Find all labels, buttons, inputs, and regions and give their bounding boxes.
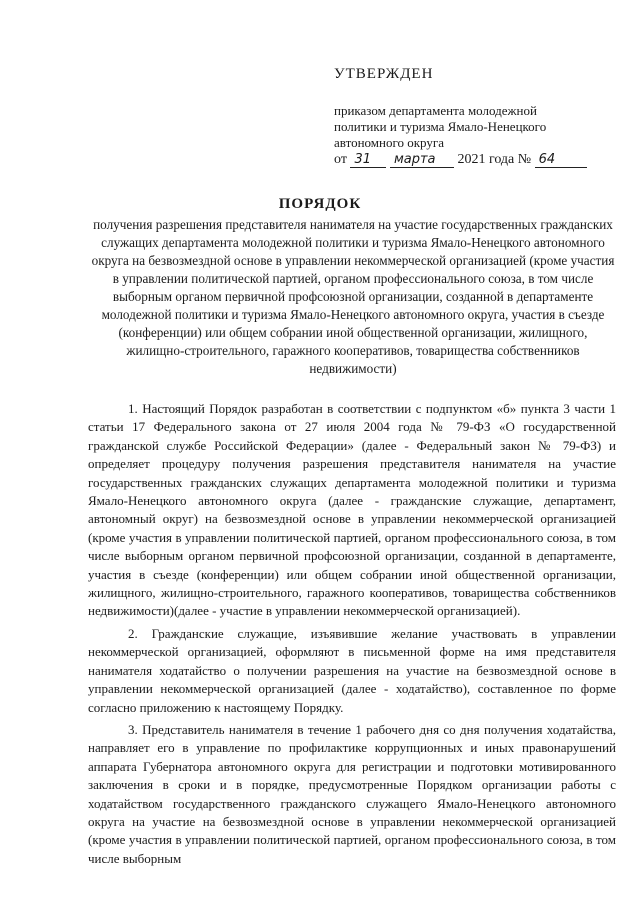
order-date-line xyxy=(334,151,624,168)
approval-line-2: политики и туризма Ямало-Ненецкого xyxy=(334,119,547,134)
approval-line-1: приказом департамента молодежной xyxy=(334,103,537,118)
approval-heading: УТВЕРЖДЕН xyxy=(334,66,434,82)
handwritten-order-number: 64 xyxy=(535,153,587,168)
paragraph-1: 1. Настоящий Порядок разработан в соответствии с подпунктом «б» пункта 3 части 1 статьи 17 Федерального закона от 27 июля 2004 года № 79-ФЗ «О государственной гражданской службе Российской Федерации» (далее - Федеральный закон № 79-ФЗ) и определяет процедуру получения разрешения представителя нанимателя на участие государственных гражданских служащих департамента молодежной политики и туризма Ямало-Ненецкого автономного округа (далее - гражданские служащие, департамент, автономный округ) на безвозмездной основе в управлении некоммерческой организацией (кроме участия в управлении политической партией, органом профессионального союза, в том числе выборным органом первичной профсоюзной организации, созданной в департаменте, участия в съезде (конференции) или общем собрании иной общественной организации, жилищного, жилищно-строительного, гаражного кооперативов, товарищества собственников недвижимости)(далее - участие в управлении некоммерческой организацией). xyxy=(88,401,616,619)
document-body xyxy=(88,400,616,872)
date-prefix: от xyxy=(334,152,347,167)
paragraph-3: 3. Представитель нанимателя в течение 1 рабочего дня со дня получения ходатайства, направляет его в управление по профилактике коррупционных и иных правонарушений аппарата Губернатора автономного округа для регистрации и подготовки мотивированного заключения в сроки и в порядке, предусмотренные Порядком организации работы с ходатайством государственного гражданского служащего Ямало-Ненецкого автономного округа на участие на безвозмездной основе в управлении некоммерческой организацией (кроме участия в управлении политической партией, органом профессионального союза, в том числе выборным xyxy=(88,721,616,866)
document-title: ПОРЯДОК xyxy=(278,196,362,212)
date-year: 2021 года № xyxy=(457,152,532,167)
approval-block xyxy=(334,66,624,168)
handwritten-day: 31 xyxy=(350,153,386,168)
approval-line-3: автономного округа xyxy=(334,135,444,150)
paragraph-2: 2. Гражданские служащие, изъявившие желание участвовать в управлении некоммерческой организацией, оформляют в письменной форме на имя представителя нанимателя ходатайство о получении разрешения на участие на безвозмездной основе в управлении некоммерческой организацией (далее - ходатайство), составленное по форме согласно приложению к настоящему Порядку. xyxy=(88,625,616,715)
document-subtitle: получения разрешения представителя нанимателя на участие государственных гражданских служащих департамента молодежной политики и туризма Ямало-Ненецкого автономного округа на безвозмездной основе в управлении некоммерческой организацией (кроме участия в управлении политической партией, органом профессионального союза, в том числе выборным органом первичной профсоюзной организации, созданной в департаменте молодежной политики и туризма Ямало-Ненецкого автономного округа, участия в съезде (конференции) или общем собрании иной общественной организации, жилищного, жилищно-строительного, гаражного кооперативов, товарищества собственников недвижимости) xyxy=(91,217,615,376)
handwritten-month: марта xyxy=(390,153,454,168)
